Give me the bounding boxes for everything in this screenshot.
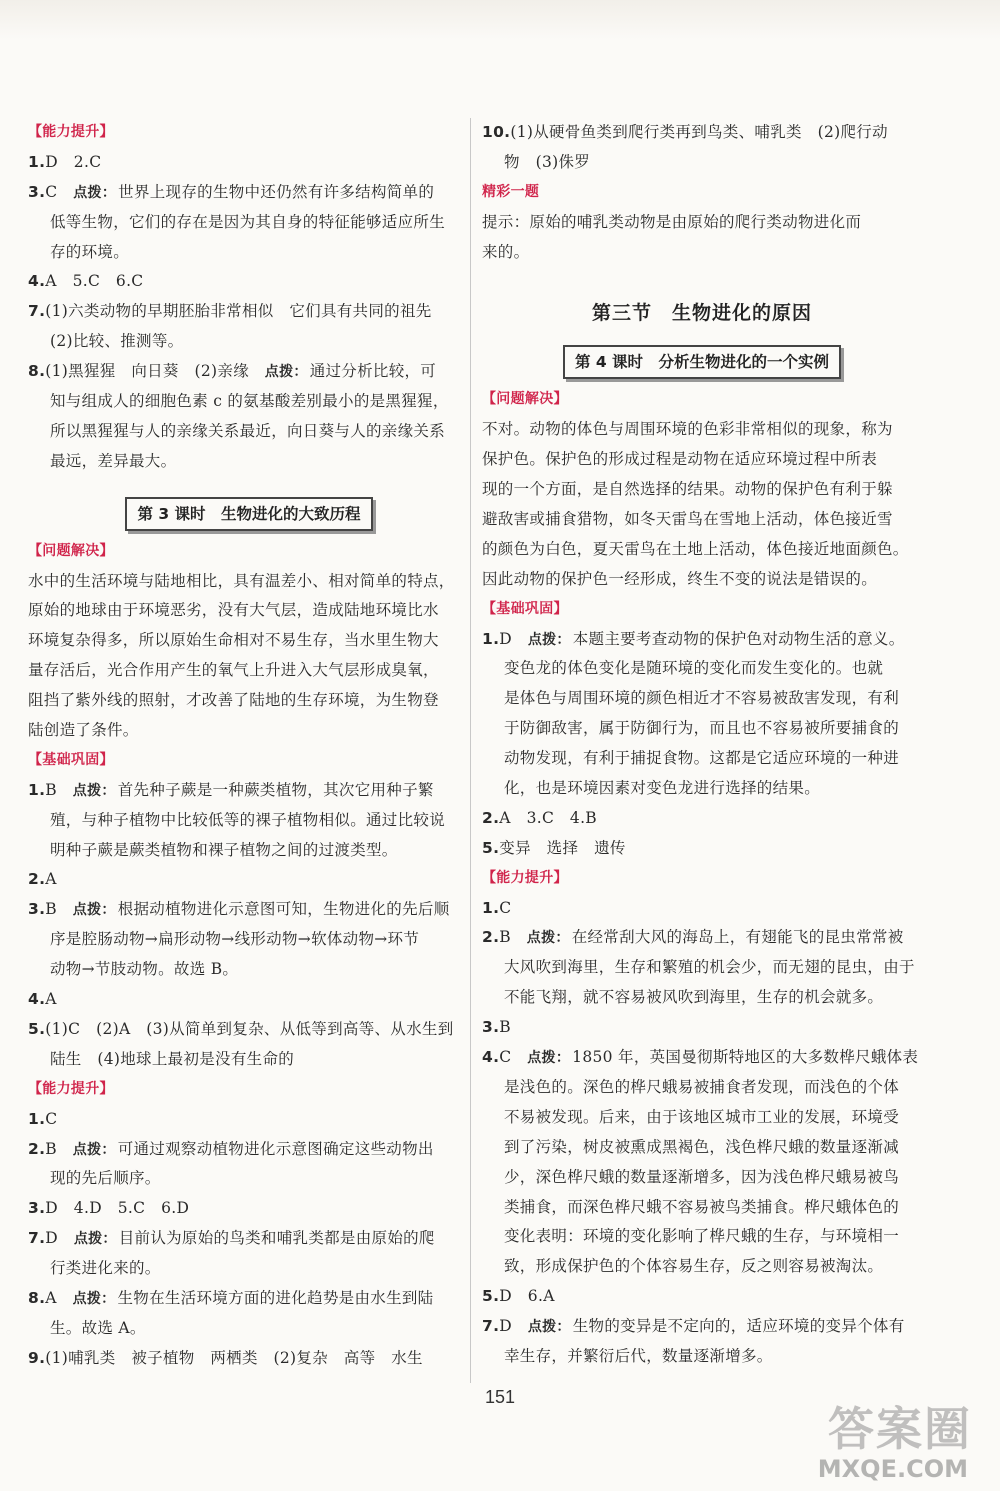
lesson-title-box (28, 491, 470, 537)
continuation-line: 现的先后顺序。 (50, 1169, 161, 1188)
answer-text: C (45, 1109, 58, 1128)
question-number: 3. (28, 900, 46, 919)
continuation-line: 序是腔肠动物→扁形动物→线形动物→软体动物→环节 (50, 930, 420, 949)
continuation-line: 是体色与周围环境的颜色相近才不容易被敌害发现，有利 (504, 689, 900, 708)
continuation-line: 少，深色桦尺蛾的数量逐渐增多，因为浅色桦尺蛾易被鸟 (504, 1167, 900, 1186)
question-number: 3. (482, 1018, 500, 1037)
hint-text: 在经常刮大风的海岛上，有翅能飞的昆虫常常被 (571, 928, 904, 947)
answer-line (28, 1344, 470, 1374)
answer-line (28, 1224, 470, 1254)
question-number: 3. (28, 182, 46, 201)
paragraph-line: 提示：原始的哺乳类动物是由原始的爬行类动物进化而 (482, 212, 862, 231)
answer-text: B (45, 780, 73, 799)
answer-text: B (499, 928, 527, 947)
answer-text: (1)C (2)A (3)从简单到复杂、从低等到高等、从水生到 (45, 1019, 454, 1038)
lesson-title-box (482, 339, 922, 385)
answer-text: D (45, 1229, 74, 1248)
answer-text: A (45, 870, 57, 889)
answer-line (28, 895, 470, 925)
answer-line (28, 1015, 470, 1045)
answer-text: C (45, 182, 74, 201)
hint-text: 生物的变异是不定向的，适应环境的变异个体有 (572, 1317, 905, 1336)
paragraph-line: 不对。动物的体色与周围环境的色彩非常相似的现象，称为 (482, 420, 893, 439)
answer-line (482, 1043, 922, 1073)
paragraph-line: 避敌害或捕食猎物，如冬天雷鸟在雪地上活动，体色接近雪 (482, 510, 893, 529)
question-number: 8. (28, 1288, 46, 1307)
hint-text: 1850 年，英国曼彻斯特地区的大多数桦尺蛾体表 (572, 1048, 919, 1067)
question-number: 1. (28, 152, 46, 171)
hint-label: 点拨： (73, 184, 117, 201)
answer-text: (1)哺乳类 被子植物 两栖类 (2)复杂 高等 水生 (45, 1348, 423, 1367)
question-number: 1. (482, 898, 500, 917)
hint-label: 点拨： (72, 1141, 116, 1158)
answer-text: A (45, 990, 57, 1009)
continuation-line: 类捕食，而深色桦尺蛾不容易被鸟类捕食。桦尺蛾体色的 (504, 1197, 900, 1216)
continuation-line: 明种子蕨是蕨类植物和裸子植物之间的过渡类型。 (50, 840, 398, 859)
hint-text: 世界上现存的生物中还仍然有许多结构简单的 (118, 182, 435, 201)
question-number: 1. (28, 1109, 46, 1128)
continuation-line: 物 (3)侏罗 (504, 152, 591, 171)
section-heading: 【能力提升】 (482, 869, 568, 886)
continuation-line: 变化表明：环境的变化影响了桦尺蛾的生存，与环境相一 (504, 1227, 900, 1246)
answer-line (28, 776, 470, 806)
question-number: 9. (28, 1348, 46, 1367)
answer-text: A 5.C 6.C (45, 272, 144, 291)
hint-label: 点拨： (527, 1319, 571, 1336)
answer-line (28, 357, 470, 387)
hint-text: 生物在生活环境方面的进化趋势是由水生到陆 (117, 1288, 434, 1307)
question-number: 7. (28, 1229, 46, 1248)
paragraph-line: 因此动物的保护色一经形成，终生不变的说法是错误的。 (482, 569, 878, 588)
continuation-line: 动物发现，有利于捕捉食物。这都是它适应环境的一种进 (504, 749, 900, 768)
section-heading: 【问题解决】 (28, 542, 114, 559)
paragraph-line: 保护色。保护色的形成过程是动物在适应环境过程中所表 (482, 450, 878, 469)
paragraph-line: 阻挡了紫外线的照射，才改善了陆地的生存环境，为生物登 (28, 691, 439, 710)
hint-label: 点拨： (526, 930, 570, 947)
answer-line (28, 1284, 470, 1314)
section-heading: 【基础巩固】 (482, 600, 568, 617)
lesson-title: 第 4 课时 分析生物进化的一个实例 (563, 345, 841, 379)
continuation-line: 是浅色的。深色的桦尺蛾易被捕食者发现，而浅色的个体 (504, 1077, 900, 1096)
spacer (28, 477, 470, 491)
continuation-line: 化，也是环境因素对变色龙进行选择的结果。 (504, 779, 821, 798)
continuation-line: 变色龙的体色变化是随环境的变化而发生变化的。也就 (504, 659, 884, 678)
question-number: 4. (482, 1048, 500, 1067)
answer-text: D 2.C (45, 152, 102, 171)
answer-line (482, 804, 922, 834)
spacer (482, 267, 922, 287)
answer-line (28, 865, 470, 895)
answer-line (28, 297, 470, 327)
continuation-line: 存的环境。 (50, 242, 130, 261)
continuation-line: 致，形成保护色的个体容易生存，反之则容易被淘汰。 (504, 1257, 884, 1276)
hint-text: 根据动植物进化示意图可知，生物进化的先后顺 (117, 900, 450, 919)
page-number: 151 (484, 1387, 516, 1407)
section-heading: 精彩一题 (482, 183, 540, 200)
question-number: 5. (482, 1287, 500, 1306)
question-number: 3. (28, 1199, 46, 1218)
answer-text: C (499, 898, 512, 917)
question-number: 2. (482, 808, 500, 827)
paragraph-line: 水中的生活环境与陆地相比，具有温差小、相对简单的特点， (28, 571, 455, 590)
continuation-line: 不能飞翔，就不容易被风吹到海里，生存的机会就多。 (504, 988, 884, 1007)
watermark-sub-text: MXQE.COM (817, 1455, 968, 1483)
answer-line (28, 985, 470, 1015)
question-number: 10. (482, 123, 511, 141)
paragraph-line: 来的。 (482, 242, 530, 261)
hint-label: 点拨： (527, 1050, 571, 1067)
question-number: 5. (28, 1019, 46, 1038)
continuation-line: 最远，差异最大。 (50, 451, 177, 470)
answer-text: D 4.D 5.C 6.D (45, 1199, 190, 1218)
paragraph-line: 的颜色为白色，夏天雷鸟在土地上活动，体色接近地面颜色。 (482, 539, 909, 558)
hint-text: 首先种子蕨是一种蕨类植物，其次它用种子繁 (117, 780, 434, 799)
paragraph-line: 现的一个方面，是自然选择的结果。动物的保护色有利于躲 (482, 480, 893, 499)
answer-line (482, 923, 922, 953)
continuation-line: 低等生物，它们的存在是因为其自身的特征能够适应所生 (50, 212, 446, 231)
hint-text: 通过分析比较，可 (309, 362, 437, 381)
question-number: 1. (482, 629, 500, 648)
continuation-line: 行类进化来的。 (50, 1259, 161, 1278)
answer-line (482, 118, 922, 148)
answer-line (28, 1194, 470, 1224)
hint-label: 点拨： (72, 902, 116, 919)
paragraph-line: 陆创造了条件。 (28, 721, 139, 740)
paragraph-line: 量存活后，光合作用产生的氧气上升进入大气层形成臭氧， (28, 661, 439, 680)
answer-line (482, 1013, 922, 1043)
hint-label: 点拨： (264, 364, 308, 381)
question-number: 4. (28, 272, 46, 291)
answer-text: (1)黑猩猩 向日葵 (2)亲缘 (45, 362, 265, 381)
question-number: 2. (482, 928, 500, 947)
continuation-line: 大风吹到海里，生存和繁殖的机会少，而无翅的昆虫，由于 (504, 958, 915, 977)
answer-line (28, 1105, 470, 1135)
answer-text: (1)从硬骨鱼类到爬行类再到鸟类、哺乳类 (2)爬行动 (510, 123, 888, 141)
answer-line (28, 267, 470, 297)
continuation-line: 到了污染，树皮被熏成黑褐色，浅色桦尺蛾的数量逐渐减 (504, 1137, 900, 1156)
answer-text: (1)六类动物的早期胚胎非常相似 它们具有共同的祖先 (45, 302, 432, 321)
answer-line (482, 834, 922, 864)
section-heading: 【基础巩固】 (28, 751, 114, 768)
question-number: 7. (482, 1317, 500, 1336)
paragraph-line: 环境复杂得多，所以原始生命相对不易生存，当水里生物大 (28, 631, 439, 650)
answer-line (28, 148, 470, 178)
answer-line (482, 1282, 922, 1312)
hint-label: 点拨： (73, 1231, 117, 1248)
right-column (482, 118, 922, 1372)
left-column (28, 118, 470, 1374)
hint-label: 点拨： (527, 631, 571, 648)
question-number: 7. (28, 302, 46, 321)
answer-text: D (499, 629, 528, 648)
question-number: 8. (28, 362, 46, 381)
answer-line (28, 178, 470, 208)
answer-text: B (45, 900, 73, 919)
watermark-main-text: 答案圈 (828, 1402, 972, 1456)
hint-text: 本题主要考查动物的保护色对动物生活的意义。 (572, 629, 905, 648)
lesson-title: 第 3 课时 生物进化的大致历程 (125, 497, 372, 531)
question-number: 2. (28, 1139, 46, 1158)
continuation-line: 不易被发现。后来，由于该地区城市工业的发展，环境受 (504, 1107, 900, 1126)
continuation-line: 所以黑猩猩与人的亲缘关系最近，向日葵与人的亲缘关系 (50, 421, 446, 440)
continuation-line: 于防御敌害，属于防御行为，而且也不容易被所要捕食的 (504, 719, 900, 738)
question-number: 4. (28, 990, 46, 1009)
continuation-line: 陆生 (4)地球上最初是没有生命的 (50, 1049, 295, 1068)
continuation-line: 幸生存，并繁衍后代，数量逐渐增多。 (504, 1346, 773, 1365)
answer-text: C (499, 1048, 528, 1067)
answer-text: B (45, 1139, 73, 1158)
watermark-logo (782, 1393, 972, 1483)
hint-text: 目前认为原始的鸟类和哺乳类都是由原始的爬 (118, 1229, 435, 1248)
page-top-band (0, 0, 1000, 40)
column-divider (470, 118, 471, 1383)
continuation-line: 知与组成人的细胞色素 c 的氨基酸差别最小的是黑猩猩， (50, 392, 449, 411)
answer-line (482, 894, 922, 924)
answer-text: A (45, 1288, 73, 1307)
paragraph-line: 原始的地球由于环境恶劣，没有大气层，造成陆地环境比水 (28, 601, 439, 620)
answer-text: A 3.C 4.B (499, 808, 598, 827)
answer-line (482, 1312, 922, 1342)
question-number: 5. (482, 838, 500, 857)
answer-text: D (499, 1317, 528, 1336)
hint-label: 点拨： (72, 1290, 116, 1307)
question-number: 2. (28, 870, 46, 889)
continuation-line: 生。故选 A。 (50, 1318, 146, 1337)
chapter-title: 第三节 生物进化的原因 (591, 302, 812, 325)
hint-text: 可通过观察动植物进化示意图确定这些动物出 (117, 1139, 434, 1158)
continuation-line: (2)比较、推测等。 (50, 332, 184, 351)
section-heading: 【问题解决】 (482, 391, 568, 408)
hint-label: 点拨： (72, 782, 116, 799)
continuation-line: 动物→节肢动物。故选 B。 (50, 960, 239, 979)
answer-line (28, 1135, 470, 1165)
answer-line (482, 625, 922, 655)
section-heading: 【能力提升】 (28, 124, 114, 140)
section-heading: 【能力提升】 (28, 1080, 114, 1097)
answer-text: 变异 选择 遗传 (499, 838, 626, 857)
answer-text: B (499, 1018, 511, 1037)
continuation-line: 殖，与种子植物中比较低等的裸子植物相似。通过比较说 (50, 810, 446, 829)
question-number: 1. (28, 780, 46, 799)
answer-text: D 6.A (499, 1287, 555, 1306)
